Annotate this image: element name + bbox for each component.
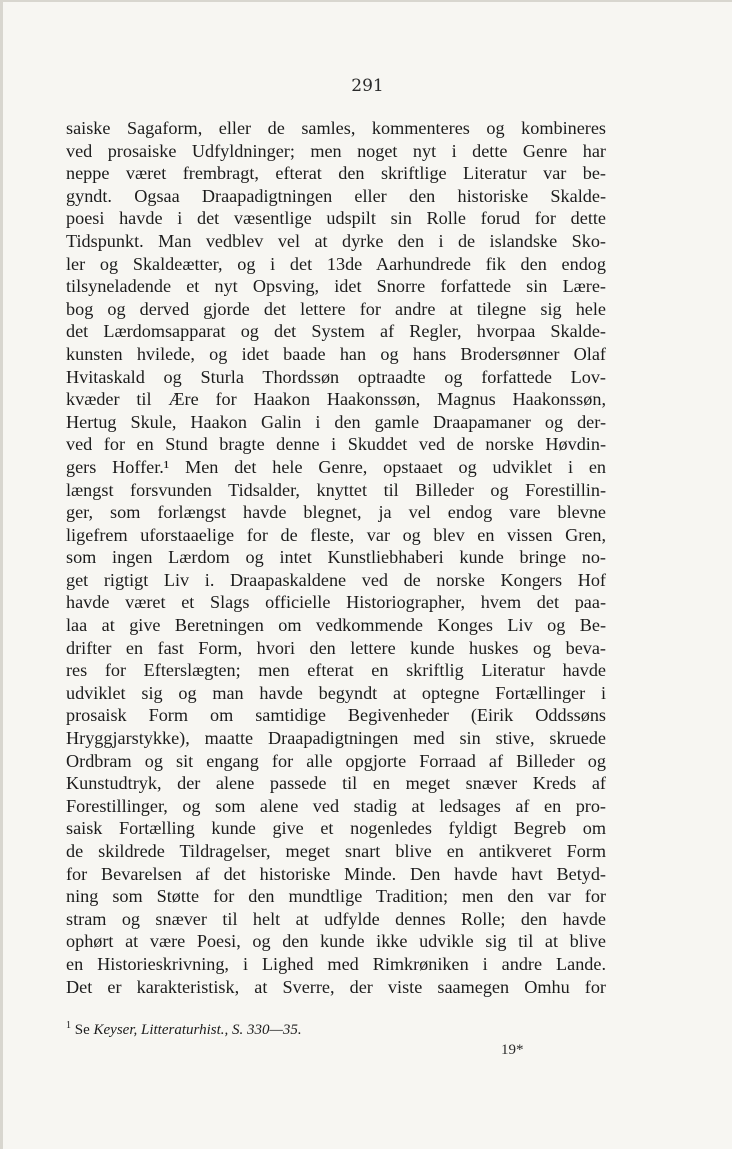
text-line: havde været et Slags officielle Historiographer, hvem det paa- [66,592,606,613]
signature-mark: 19* [501,1042,524,1058]
page-number: 291 [351,76,384,96]
text-line: Tidspunkt. Man vedblev vel at dyrke den i de islandske Sko- [66,230,606,251]
text-line: tilsyneladende et nyt Opsving, idet Snorre forfattede sin Lære- [66,276,606,297]
footnote-marker: 1 [66,1020,71,1031]
text-line: Det er karakteristisk, at Sverre, der viste saamegen Omhu for [66,976,606,997]
text-line: Ordbram og sit engang for alle opgjorte Forraad af Billeder og [66,750,606,771]
text-line: udviklet sig og man havde begyndt at optegne Fortællinger i [66,682,606,703]
text-line: poesi havde i det væsentlige udspilt sin Rolle forud for dette [66,208,606,229]
text-line: neppe været frembragt, efterat den skriftlige Literatur var be- [66,163,606,184]
text-line: længst forsvunden Tidsalder, knyttet til Billeder og Forestillin- [66,479,606,500]
text-line: stram og snæver til helt at udfylde dennes Rolle; den havde [66,908,606,929]
text-line: det Lærdomsapparat og det System af Regler, hvorpaa Skalde- [66,321,606,342]
footnote-prefix: Se [74,1022,90,1038]
footnote-source: Keyser, Litteraturhist., S. 330—35. [93,1022,302,1038]
text-line: Hryggjarstykke), maatte Draapadigtningen med sin stive, skruede [66,728,606,749]
text-line: Hertug Skule, Haakon Galin i den gamle Draapamaner og der- [66,411,606,432]
body-text [66,117,606,998]
text-line: saiske Sagaform, eller de samles, kommenteres og kombineres [66,118,606,138]
text-line: ger, som forlængst havde blegnet, ja vel endog vare blevne [66,502,606,523]
text-line: ved for en Stund bragte denne i Skuddet ved de norske Høvdin- [66,434,606,455]
text-line: ved prosaiske Udfyldninger; men noget nyt i dette Genre har [66,140,606,161]
text-line: laa at give Beretningen om vedkommende Konges Liv og Be- [66,615,606,636]
text-line: Kunstudtryk, der alene passede til en meget snæver Kreds af [66,773,606,794]
text-line: en Historieskrivning, i Lighed med Rimkrøniken i andre Lande. [66,953,606,974]
text-line: kvæder til Ære for Haakon Haakonssøn, Magnus Haakonssøn, [66,389,606,410]
text-line: bog og derved gjorde det lettere for andre at tilegne sig hele [66,298,606,319]
text-line: gyndt. Ogsaa Draapadigtningen eller den historiske Skalde- [66,185,606,206]
text-line: Forestillinger, og som alene ved stadig at ledsages af en pro- [66,795,606,816]
text-line: for Bevarelsen af det historiske Minde. Den havde havt Betyd- [66,863,606,884]
text-line: ophørt at være Poesi, og den kunde ikke udvikle sig til at blive [66,931,606,952]
text-line: get rigtigt Liv i. Draapaskaldene ved de norske Kongers Hof [66,569,606,590]
text-line: kunsten hvilede, og idet baade han og hans Brodersønner Olaf [66,343,606,364]
text-line: saisk Fortælling kunde give et nogenledes fyldigt Begreb om [66,818,606,839]
text-line: som ingen Lærdom og intet Kunstliebhaberi kunde bringe no- [66,547,606,568]
footnote [66,1020,466,1039]
text-line: res for Efterslægten; men efterat en skriftlig Literatur havde [66,660,606,681]
text-line: prosaisk Form om samtidige Begivenheder (Eirik Oddssøns [66,705,606,726]
text-line: gers Hoffer.¹ Men det hele Genre, opstaaet og udviklet i en [66,456,606,477]
text-line: drifter en fast Form, hvori den lettere kunde huskes og beva- [66,637,606,658]
text-line: ning som Støtte for den mundtlige Tradition; men den var for [66,886,606,907]
text-line: Hvitaskald og Sturla Thordssøn optraadte og forfattede Lov- [66,366,606,387]
text-line: de skildrede Tildragelser, meget snart blive en antikveret Form [66,841,606,861]
text-line: ler og Skaldeætter, og i det 13de Aarhundrede fik den endog [66,253,606,274]
text-line: ligefrem uforstaaelige for de fleste, var og blev en vissen Gren, [66,524,606,545]
